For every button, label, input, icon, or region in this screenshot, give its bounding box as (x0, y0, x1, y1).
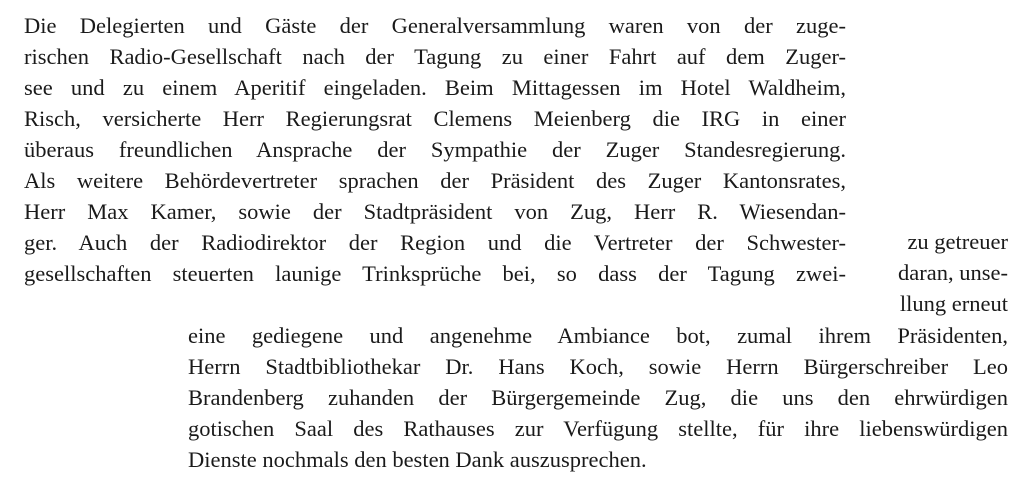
upper-line-5: überaus freundlichen Ansprache der Sympathie der Zuger Standesregierung. (24, 137, 846, 162)
upper-line-9: gesellschaften steuerten launige Trinksprüche bei, so dass der Tagung zwei- (24, 261, 846, 286)
lower-line-1: eine gediegene und angenehme Ambiance bot, zumal ihrem Präsidenten, (188, 323, 1008, 348)
fragment-line-1: zu getreuer (907, 229, 1008, 254)
upper-line-6: Als weitere Behördevertreter sprachen der Präsident des Zuger Kantonsrates, (24, 168, 846, 193)
upper-line-7: Herr Max Kamer, sowie der Stadtpräsident von Zug, Herr R. Wiesendan- (24, 199, 846, 224)
lower-paragraph (188, 320, 1018, 475)
upper-line-8: ger. Auch der Radiodirektor der Region und die Vertreter der Schwester- (24, 230, 846, 255)
upper-line-2: rischen Radio-Gesellschaft nach der Tagung zu einer Fahrt auf dem Zuger- (24, 44, 846, 69)
upper-line-3: see und zu einem Aperitif eingeladen. Beim Mittagessen im Hotel Waldheim, (24, 75, 846, 100)
lower-line-3: Brandenberg zuhanden der Bürgergemeinde Zug, die uns den ehrwürdigen (188, 385, 1008, 410)
fragment-line-2: daran, unse- (898, 260, 1008, 285)
upper-line-4: Risch, versicherte Herr Regierungsrat Clemens Meienberg die IRG in einer (24, 106, 846, 131)
lower-line-2: Herrn Stadtbibliothekar Dr. Hans Koch, sowie Herrn Bürgerschreiber Leo (188, 354, 1008, 379)
fragment-line-3: llung erneut (899, 291, 1008, 316)
lower-line-5: Dienste nochmals den besten Dank auszusprechen. (188, 447, 647, 472)
upper-line-1: Die Delegierten und Gäste der Generalversammlung waren von der zuge- (24, 13, 846, 38)
lower-line-4: gotischen Saal des Rathauses zur Verfügung stellte, für ihre liebenswürdigen (188, 416, 1008, 441)
